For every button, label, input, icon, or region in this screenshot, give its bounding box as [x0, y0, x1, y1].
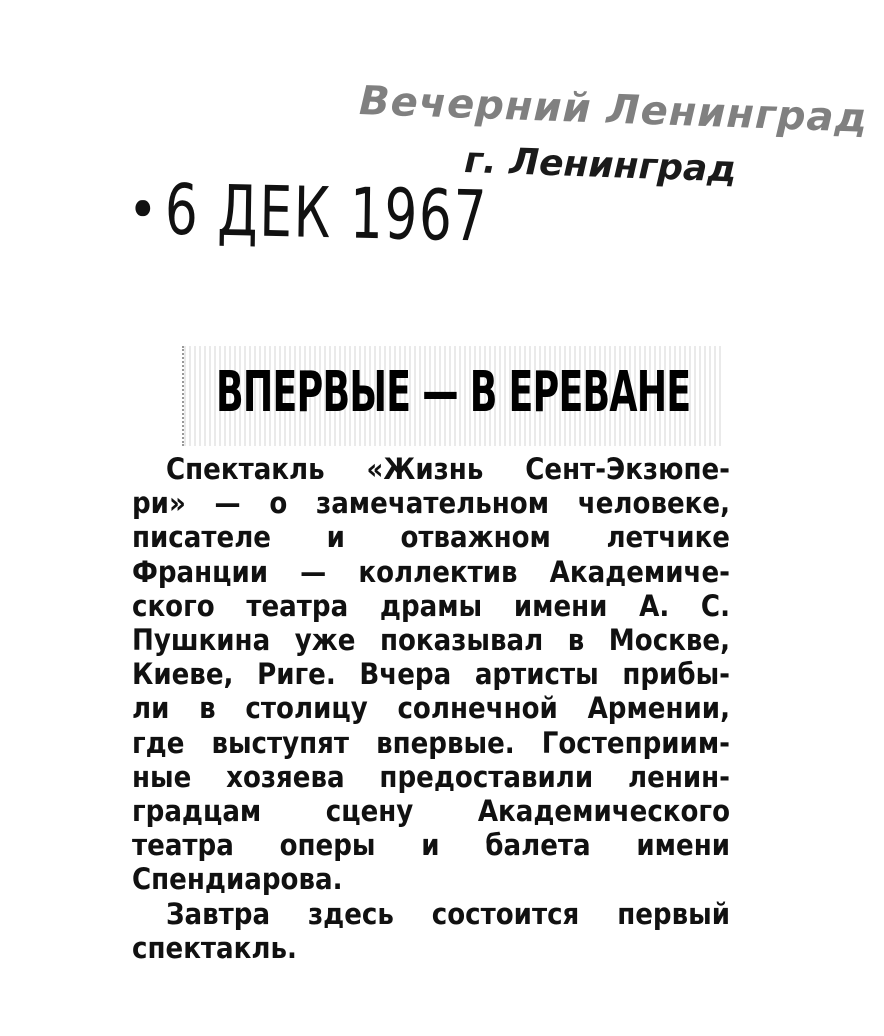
- newspaper-clipping: [120, 330, 740, 980]
- article-line: градцам сцену Академического: [132, 794, 730, 829]
- article-line: Завтра здесь состоится первый: [166, 896, 730, 931]
- stamp-dash-mark: [135, 200, 150, 216]
- article-headline: ВПЕРВЫЕ — В ЕРЕВАНЕ: [216, 360, 691, 425]
- article-line: спектакль.: [132, 930, 297, 965]
- article-line: Франции — коллектив Академиче-: [132, 554, 730, 589]
- article-line: Спендиарова.: [132, 862, 343, 897]
- city-name: г. Ленинград: [463, 140, 738, 191]
- article-line: писателе и отважном летчике: [132, 520, 730, 555]
- article-line: где выступят впервые. Гостеприим-: [132, 725, 730, 760]
- article-body: [132, 452, 730, 965]
- article-line: ри» — о замечательном человеке,: [132, 486, 730, 521]
- newspaper-name: Вечерний Ленинград: [358, 78, 869, 142]
- article-line: театра оперы и балета имени: [132, 828, 730, 863]
- article-line: Киеве, Риге. Вчера артисты прибы-: [132, 657, 730, 692]
- article-line: Спектакль «Жизнь Сент-Экзюпе-: [166, 452, 730, 486]
- date-text: 6 ДЕК 1967: [164, 168, 489, 258]
- article-line: ского театра драмы имени А. С.: [132, 588, 730, 623]
- article-line: Пушкина уже показывал в Москве,: [132, 623, 730, 658]
- article-line: ные хозяева предоставили ленин-: [132, 759, 730, 794]
- date-stamp: [135, 168, 489, 257]
- article-line: ли в столицу солнечной Армении,: [132, 691, 730, 726]
